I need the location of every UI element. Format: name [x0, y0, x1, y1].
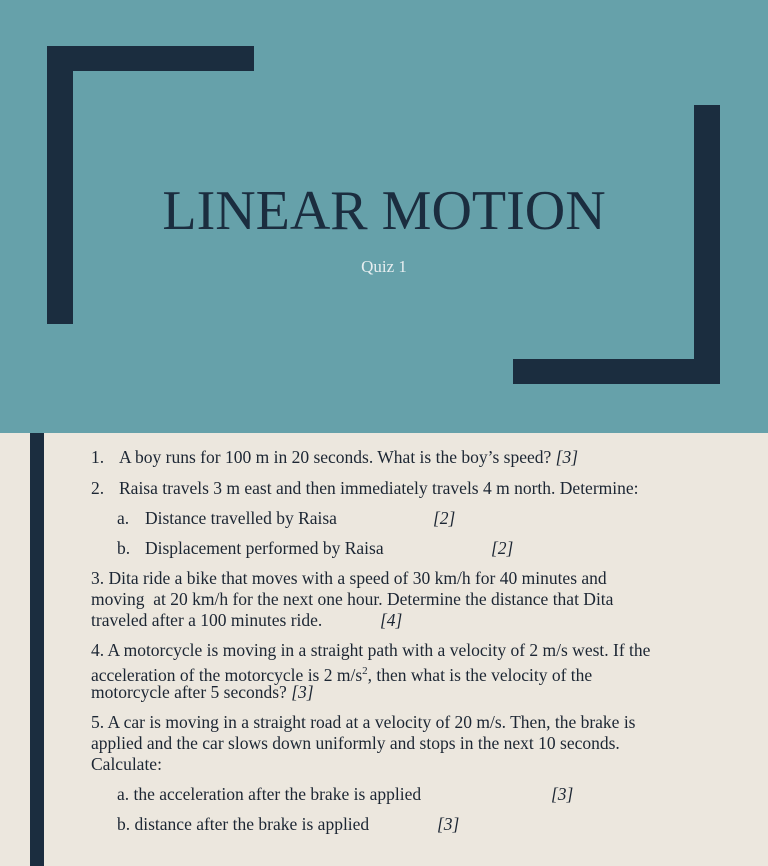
mark: [3]: [291, 682, 314, 702]
mark: [3]: [551, 784, 574, 804]
question-4-line-3: [91, 682, 314, 703]
slide-subtitle: Quiz 1: [361, 257, 407, 276]
mark: [2]: [433, 508, 456, 528]
top-left-bracket-horizontal: [47, 46, 254, 71]
question-5b: b. distance after the brake is applied: [117, 814, 370, 834]
superscript: 2: [362, 665, 368, 677]
sub-label: a.: [117, 508, 130, 528]
question-2: [91, 478, 639, 499]
question-text: A boy runs for 100 m in 20 seconds. What is the boy’s speed?: [119, 447, 552, 467]
mark: [4]: [380, 610, 403, 630]
question-5a: a. the acceleration after the brake is applied: [117, 784, 422, 804]
text: motorcycle after 5 seconds?: [91, 682, 287, 702]
question-1: [91, 447, 578, 468]
question-3-line-2: moving at 20 km/h for the next one hour. Determine the distance that Dita: [91, 589, 614, 609]
text: acceleration of the motorcycle is 2 m/s: [91, 664, 363, 685]
sub-text: Displacement performed by Raisa: [145, 538, 384, 558]
question-number: 1.: [91, 447, 105, 467]
question-text: Raisa travels 3 m east and then immediately travels 4 m north. Determine:: [119, 478, 639, 498]
sub-label: b.: [117, 538, 131, 558]
slide-title: LINEAR MOTION: [162, 180, 606, 242]
question-4-line-1: 4. A motorcycle is moving in a straight path with a velocity of 2 m/s west. If the: [91, 640, 651, 660]
mark: [3]: [555, 447, 579, 467]
content-slide: [0, 433, 768, 866]
question-3-line-1: 3. Dita ride a bike that moves with a speed of 30 km/h for 40 minutes and: [91, 568, 607, 588]
mark: [2]: [491, 538, 514, 558]
question-number: 2.: [91, 478, 105, 498]
mark: [3]: [437, 814, 460, 834]
question-5-line-3: Calculate:: [91, 754, 162, 774]
question-5-line-2: applied and the car slows down uniformly and stops in the next 10 seconds.: [91, 733, 620, 753]
text: , then what is the velocity of the: [367, 664, 593, 685]
side-accent-bar: [30, 433, 44, 866]
question-2a: [117, 508, 337, 529]
bottom-right-bracket-horizontal: [513, 359, 720, 384]
question-5-line-1: 5. A car is moving in a straight road at a velocity of 20 m/s. Then, the brake is: [91, 712, 636, 732]
sub-text: Distance travelled by Raisa: [145, 508, 337, 528]
question-2b: [117, 538, 384, 559]
question-3-line-3: traveled after a 100 minutes ride.: [91, 610, 323, 630]
